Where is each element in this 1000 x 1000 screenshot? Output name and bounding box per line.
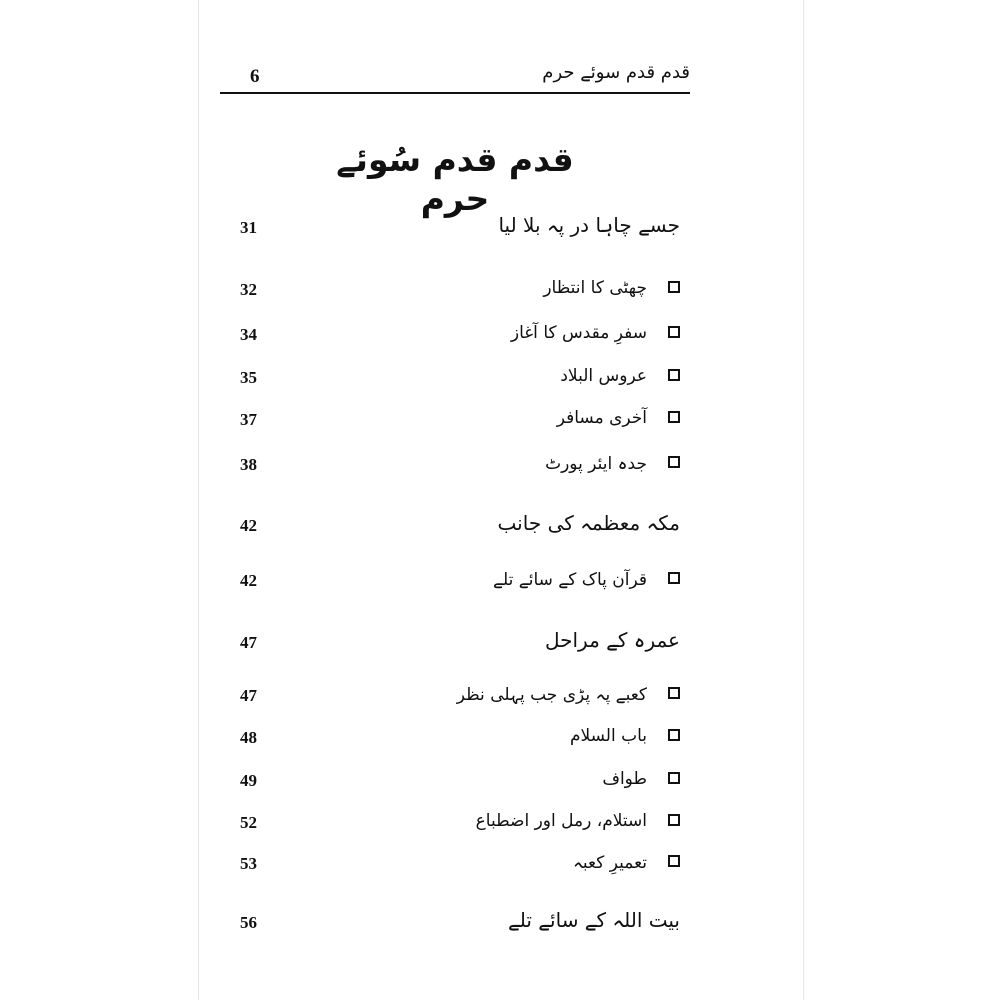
toc-item [240,360,680,400]
checkbox-bullet-icon [668,729,680,741]
running-header [220,62,690,96]
toc-page-number: 56 [240,913,257,932]
toc-item-title: سفرِ مقدس کا آغاز [510,323,647,343]
toc-section [240,625,680,665]
toc-item-title: طواف [602,769,647,789]
toc-page-number: 35 [240,368,257,387]
checkbox-bullet-icon [668,326,680,338]
toc-page-number: 38 [240,455,257,474]
toc-page-number: 49 [240,771,257,790]
toc-section [240,210,680,250]
toc-item [240,763,680,803]
toc-page-number: 47 [240,686,257,705]
toc-section [240,905,680,945]
toc-item-title: عروس البلاد [560,366,647,386]
toc-item [240,272,680,312]
toc-item [240,846,680,886]
toc-page-number: 37 [240,410,257,429]
running-title: قدم قدم سوئے حرم [542,62,690,83]
toc-item [240,447,680,487]
toc-item-title: قرآن پاک کے سائے تلے [493,570,647,590]
toc-item [240,563,680,603]
toc-item [240,317,680,357]
checkbox-bullet-icon [668,281,680,293]
checkbox-bullet-icon [668,772,680,784]
toc-item-title: کعبے پہ پڑی جب پہلی نظر [456,685,647,705]
checkbox-bullet-icon [668,814,680,826]
toc-section-title: جسے چاہا در پہ بلا لیا [498,213,680,237]
toc-item-title: جدہ ایئر پورٹ [545,454,647,474]
toc-page-number: 42 [240,571,257,590]
toc-item [240,678,680,718]
toc-page-number: 47 [240,633,257,652]
toc-item [240,720,680,760]
toc-page-number: 32 [240,280,257,299]
toc-page-number: 34 [240,325,257,344]
toc-section-title: عمرہ کے مراحل [544,628,680,652]
toc-item-title: باب السلام [569,726,647,746]
checkbox-bullet-icon [668,855,680,867]
toc-item-title: آخری مسافر [556,408,647,428]
book-title: قدم قدم سُوئے حرم [336,140,574,218]
toc-item-title: تعمیرِ کعبہ [572,853,647,873]
page-number: 6 [250,66,260,87]
checkbox-bullet-icon [668,456,680,468]
header-rule [220,92,690,94]
toc-page-number: 42 [240,516,257,535]
checkbox-bullet-icon [668,572,680,584]
checkbox-bullet-icon [668,369,680,381]
toc-section-title: بیت اللہ کے سائے تلے [508,908,680,932]
toc-section [240,508,680,548]
toc-page-number: 53 [240,854,257,873]
checkbox-bullet-icon [668,687,680,699]
toc-item-title: چھٹی کا انتظار [543,278,647,298]
toc-page-number: 52 [240,813,257,832]
toc-page-number: 31 [240,218,257,237]
toc-item [240,805,680,845]
toc-section-title: مکہ معظمہ کی جانب [497,511,680,535]
toc-page-number: 48 [240,728,257,747]
toc-item-title: استلام، رمل اور اضطباع [475,811,647,831]
checkbox-bullet-icon [668,411,680,423]
toc-item [240,402,680,442]
